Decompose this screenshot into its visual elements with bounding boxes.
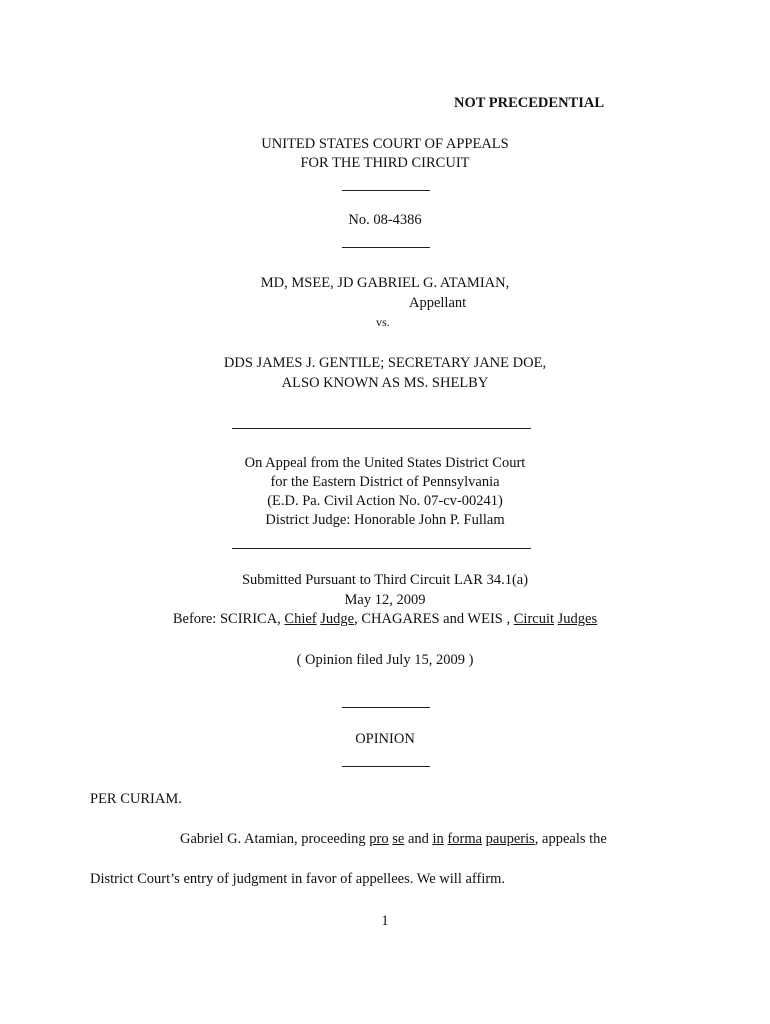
- p1-c: , appeals the: [534, 831, 607, 847]
- se-word: se: [392, 831, 405, 847]
- page-number: 1: [381, 913, 389, 929]
- panel-judges: [0, 611, 770, 628]
- divider-5: [342, 707, 430, 708]
- per-curiam: PER CURIAM.: [90, 791, 182, 807]
- appeal-line4: District Judge: Honorable John P. Fullam: [265, 512, 505, 528]
- appellee-line2: ALSO KNOWN AS MS. SHELBY: [281, 375, 489, 391]
- chief-word: Chief: [284, 611, 317, 627]
- appeal-line1: On Appeal from the United States District Court: [244, 455, 526, 471]
- divider-2: [342, 247, 430, 248]
- pauperis-word: pauperis: [485, 831, 535, 847]
- submission-date: May 12, 2009: [344, 592, 426, 608]
- appeal-line3: (E.D. Pa. Civil Action No. 07-cv-00241): [267, 493, 503, 509]
- court-name-line1: UNITED STATES COURT OF APPEALS: [261, 136, 509, 152]
- case-number: No. 08-4386: [348, 212, 422, 228]
- p1-b: and: [404, 831, 433, 847]
- before-mid: , CHAGARES and WEIS ,: [354, 611, 514, 627]
- opinion-heading: OPINION: [355, 731, 415, 747]
- appeal-line2: for the Eastern District of Pennsylvania: [270, 474, 500, 490]
- divider-1: [342, 190, 430, 191]
- judge-word: Judge: [320, 611, 355, 627]
- before-prefix: Before: SCIRICA,: [172, 611, 285, 627]
- court-name-line2: FOR THE THIRD CIRCUIT: [300, 155, 470, 171]
- opinion-paragraph-line2: District Court’s entry of judgment in favor of appellees. We will affirm.: [90, 871, 506, 887]
- not-precedential-label: NOT PRECEDENTIAL: [454, 95, 604, 111]
- versus-label: vs.: [376, 315, 390, 329]
- submission-line: Submitted Pursuant to Third Circuit LAR 34.1(a): [241, 572, 529, 588]
- divider-3: [232, 428, 531, 429]
- appellee-line1: DDS JAMES J. GENTILE; SECRETARY JANE DOE,: [223, 355, 547, 371]
- appellant-role: Appellant: [409, 295, 467, 311]
- divider-4: [232, 548, 531, 549]
- appellant-name: MD, MSEE, JD GABRIEL G. ATAMIAN,: [260, 275, 510, 291]
- opinion-filed-date: ( Opinion filed July 15, 2009 ): [296, 652, 474, 668]
- p1-a: Gabriel G. Atamian, proceeding: [180, 831, 370, 847]
- divider-6: [342, 766, 430, 767]
- pro-word: pro: [369, 831, 389, 847]
- in-word: in: [432, 831, 444, 847]
- circuit-word: Circuit: [513, 611, 555, 627]
- forma-word: forma: [447, 831, 483, 847]
- opinion-paragraph-line1: [180, 831, 607, 848]
- judges-word: Judges: [557, 611, 598, 627]
